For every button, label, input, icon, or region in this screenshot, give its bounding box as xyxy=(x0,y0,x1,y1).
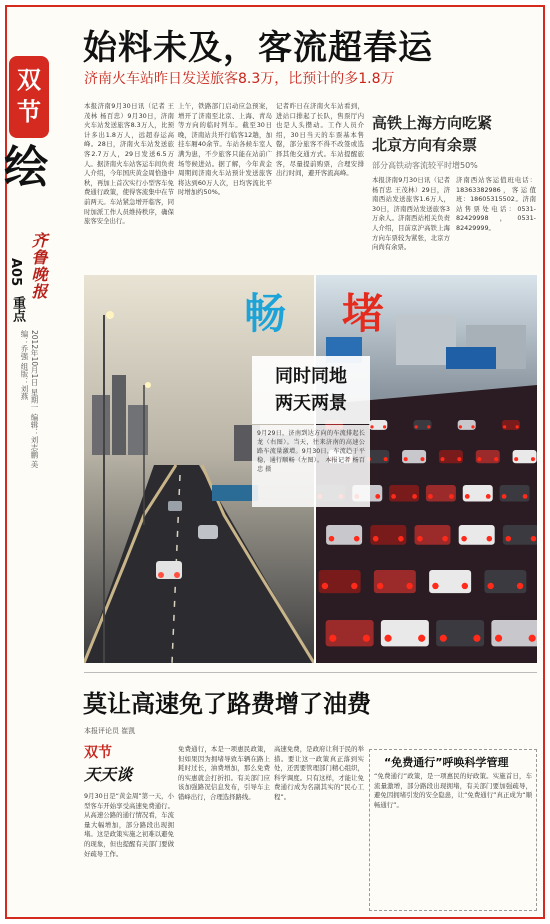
tail-light xyxy=(432,583,438,589)
tail-light xyxy=(354,536,360,542)
car-shape xyxy=(402,450,426,463)
section-name: 重点 xyxy=(10,296,25,322)
commentary-col-3: 高速免费，是政府让利于民的举措。要让这一政策真正落到实处，还需要管理部门精心组织，科学调度。只有这样，才能让免费通行成为名副其实的“民心工程”。 xyxy=(274,745,364,801)
page-number: A05 xyxy=(8,258,23,287)
main-headline: 始料未及，客流超春运 xyxy=(83,28,433,68)
tail-light xyxy=(495,635,502,642)
tail-light xyxy=(384,457,388,461)
tail-light xyxy=(477,457,481,461)
column-label-black: 天天谈 xyxy=(84,765,133,784)
tail-light xyxy=(415,425,418,428)
tail-light xyxy=(529,635,536,642)
tail-light xyxy=(506,536,512,542)
column-label-red: 双节 xyxy=(84,745,112,761)
tail-light xyxy=(412,494,417,499)
tail-light xyxy=(440,635,447,642)
tail-light xyxy=(514,457,518,461)
car-shape xyxy=(374,570,416,593)
photo-caption: 9月29日，济南到达方向的车流排起长龙（右图）。当天，往来济南的高速公路车流量激增。9月30日，车流趋于平稳，通行顺畅（左图）。 本报记者 杨百忠 摄 xyxy=(252,425,370,507)
car-shape xyxy=(381,620,429,646)
photo-box-line-2: 两天两景 xyxy=(275,393,347,414)
car-shape xyxy=(319,570,361,593)
main-subhead: 济南火车站昨日发送旅客8.3万，比预计的多1.8万 xyxy=(84,71,395,87)
tail-light xyxy=(442,536,448,542)
car-shape xyxy=(370,525,406,545)
tail-light xyxy=(418,635,425,642)
tail-light xyxy=(391,494,396,499)
side-headline-2: 北京方向有余票 xyxy=(372,136,478,154)
section-divider xyxy=(84,672,537,673)
tail-light xyxy=(461,536,467,542)
tail-light xyxy=(329,635,336,642)
tail-light xyxy=(503,425,506,428)
tail-light xyxy=(322,583,328,589)
photo-box-title xyxy=(252,356,370,424)
tail-light xyxy=(523,494,528,499)
car-shape xyxy=(429,570,471,593)
car-shape xyxy=(503,525,537,545)
tail-light xyxy=(428,494,433,499)
article-col-3: 记者昨日在济南火车站看到，进站口排起了长队，售票厅内也是人头攒动。工作人员介绍，30日当天的车票基本售罄，部分旅客不得不改签或选择其他交通方式。车站提醒旅客，尽量提前购票，合理安排出行时间，避开客流高峰。 xyxy=(276,102,364,178)
car-shape xyxy=(326,620,374,646)
tail-light xyxy=(383,425,386,428)
tail-light xyxy=(531,457,535,461)
car-shape xyxy=(326,525,362,545)
tail-light xyxy=(471,425,474,428)
car-shape xyxy=(439,450,463,463)
sidebar-box-text: “免费通行”政策，是一项惠民的好政策。实施首日，车流量激增，部分路段出现拥堵，有关部门要加强疏导，避免因拥堵引发的安全隐患，让“免费通行”真正成为“顺畅通行”。 xyxy=(374,772,532,809)
tail-light xyxy=(462,583,468,589)
tail-light xyxy=(517,583,523,589)
side-col-1: 本报济南9月30日讯（记者 杨百忠 王茂林）29日，济南西站发送旅客1.6万人，30日，济南西站发送旅客3万余人。济南西站相关负责人介绍，目前京沪高铁上海方向车票较为紧张，北京方向尚有余票。 xyxy=(372,176,450,252)
flow-char: 畅 xyxy=(244,289,287,338)
tail-light xyxy=(502,494,507,499)
tail-light xyxy=(370,425,373,428)
tail-light xyxy=(449,494,454,499)
tail-light xyxy=(531,536,537,542)
photo-box-line-1: 同时同地 xyxy=(275,366,347,387)
article-col-2: 上午，铁路部门启动应急预案，增开了济南至北京、上海、青岛等方向的临时列车。截至30日晚，济南站共开行临客12趟，加挂车厢40余节。车站各候车室人满为患，不少旅客只能在站前广场等候进站。据了解，今年黄金周期间济南火车站预计发送旅客将达到60万人次，日均客流比平时增加约50%。 xyxy=(178,102,272,197)
car-shape xyxy=(500,485,530,502)
tail-light xyxy=(459,425,462,428)
car-shape xyxy=(436,620,484,646)
car-shape xyxy=(426,485,456,502)
photo-spread xyxy=(84,275,537,663)
car-shape xyxy=(389,485,419,502)
side-subhead: 部分高铁动客流较平时增50% xyxy=(372,161,478,170)
tail-light xyxy=(457,457,461,461)
tail-light xyxy=(375,494,380,499)
tail-light xyxy=(363,635,370,642)
tag-char-bottom: 节 xyxy=(17,97,41,126)
car-shape xyxy=(484,570,526,593)
tail-light xyxy=(404,457,408,461)
tail-light xyxy=(417,536,423,542)
side-col-2: 济南西站客运值班电话：18363382986，客运值班：18605315502。济南站售票处电话：0531-82429998，0531-82429999。 xyxy=(456,176,536,232)
tail-light xyxy=(494,457,498,461)
tail-light xyxy=(373,536,379,542)
tail-light xyxy=(427,425,430,428)
commentary-col-2: 免费通行，本是一项惠民政策，但如果因为拥堵导致车辆在路上耗时过长，油费增加，那么免费的实惠就会打折扣。有关部门应该加强路况信息发布，引导车主错峰出行，合理选择路线。 xyxy=(178,745,270,801)
car-shape xyxy=(463,485,493,502)
tail-light xyxy=(486,494,491,499)
commentary-headline: 莫让高速免了路费增了油费 xyxy=(83,689,371,718)
tail-light xyxy=(473,635,480,642)
car-shape xyxy=(491,620,537,646)
car-shape xyxy=(513,450,537,463)
column-label xyxy=(84,742,160,788)
tail-light xyxy=(329,536,335,542)
tail-light xyxy=(406,583,412,589)
tail-light xyxy=(384,635,391,642)
jam-char: 堵 xyxy=(342,289,385,338)
car-shape xyxy=(476,450,500,463)
tail-light xyxy=(351,583,357,589)
tail-light xyxy=(487,536,493,542)
sidebar-box-title: “免费通行”呼唤科学管理 xyxy=(384,756,509,769)
tail-light xyxy=(516,425,519,428)
edition-meta: 2012年10月1日 星期一 编辑：刘志鹏 美编：乔强 组版：刘燕 xyxy=(20,330,39,469)
tail-light xyxy=(398,536,404,542)
side-headline-1: 高铁上海方向吃紧 xyxy=(372,114,493,132)
commentary-col-1: 9月30日是“黄金周”第一天，小型客车开始享受高速免费通行。从高速公路的通行情况看，车流量大幅增加，部分路段出现拥堵。这是政策实施之初难以避免的现象，但也提醒有关部门要做好疏导工作。 xyxy=(84,792,174,858)
tail-light xyxy=(420,457,424,461)
hui-char: 绘 xyxy=(4,142,48,193)
car-shape xyxy=(415,525,451,545)
section-tag xyxy=(9,56,49,138)
tail-light xyxy=(441,457,445,461)
tail-light xyxy=(487,583,493,589)
newspaper-logo: 齐鲁晚报 xyxy=(29,232,48,300)
car-shape xyxy=(459,525,495,545)
tail-light xyxy=(377,583,383,589)
commentary-byline: 本报评论员 崔凯 xyxy=(84,727,136,735)
tag-char-top: 双 xyxy=(17,65,41,94)
article-col-1: 本报济南9月30日讯（记者 王茂林 杨百忠）9月30日，济南火车站发送旅客8.3万人，比预计多出1.8万人，远超春运高峰。28日，济南火车站发送旅客2.7万人，29日发送6.5万人。据济南火车站客运车间负责人介绍，今年国庆黄金周恰逢中秋，再加上首次实行小型客车免费通行政策，使得客流集中在节前两天。车站紧急增开临客，同时加派工作人员维持秩序，确保旅客安全出行。 xyxy=(84,102,174,226)
tail-light xyxy=(465,494,470,499)
